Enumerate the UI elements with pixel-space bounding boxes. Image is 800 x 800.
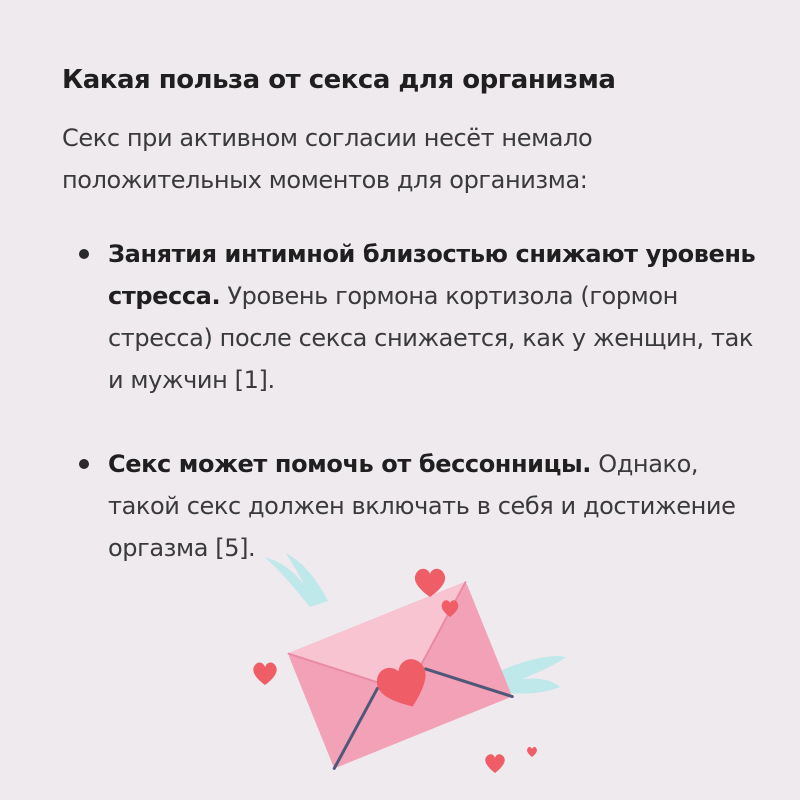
page-title: Какая польза от секса для организма: [62, 65, 616, 95]
bullet-icon: [79, 459, 89, 469]
intro-paragraph: Секс при активном согласии несёт немало положительных моментов для организма:: [62, 124, 593, 194]
left-wing: [264, 553, 328, 607]
bullet-icon: [79, 249, 89, 259]
benefits-list: [76, 233, 766, 569]
bullet-lead-text: Занятия интимной близостью снижают уровень стресса.: [108, 240, 756, 310]
heart-icon: [485, 754, 504, 773]
envelope: [288, 582, 512, 769]
heart-icon: [527, 747, 537, 757]
bullet-body-text: Уровень гормона кортизола (гормон стресса) после секса снижается, как у женщин, так и мужчин [1].: [108, 282, 753, 394]
bullet-lead-text: Секс может помочь от бессонницы.: [108, 450, 591, 478]
heart-icon: [253, 663, 276, 685]
list-item: [76, 233, 766, 401]
bullet-body-text: Однако, такой секс должен включать в себя и достижение оргазма [5].: [108, 450, 736, 562]
winged-love-letter-icon: [240, 545, 580, 785]
